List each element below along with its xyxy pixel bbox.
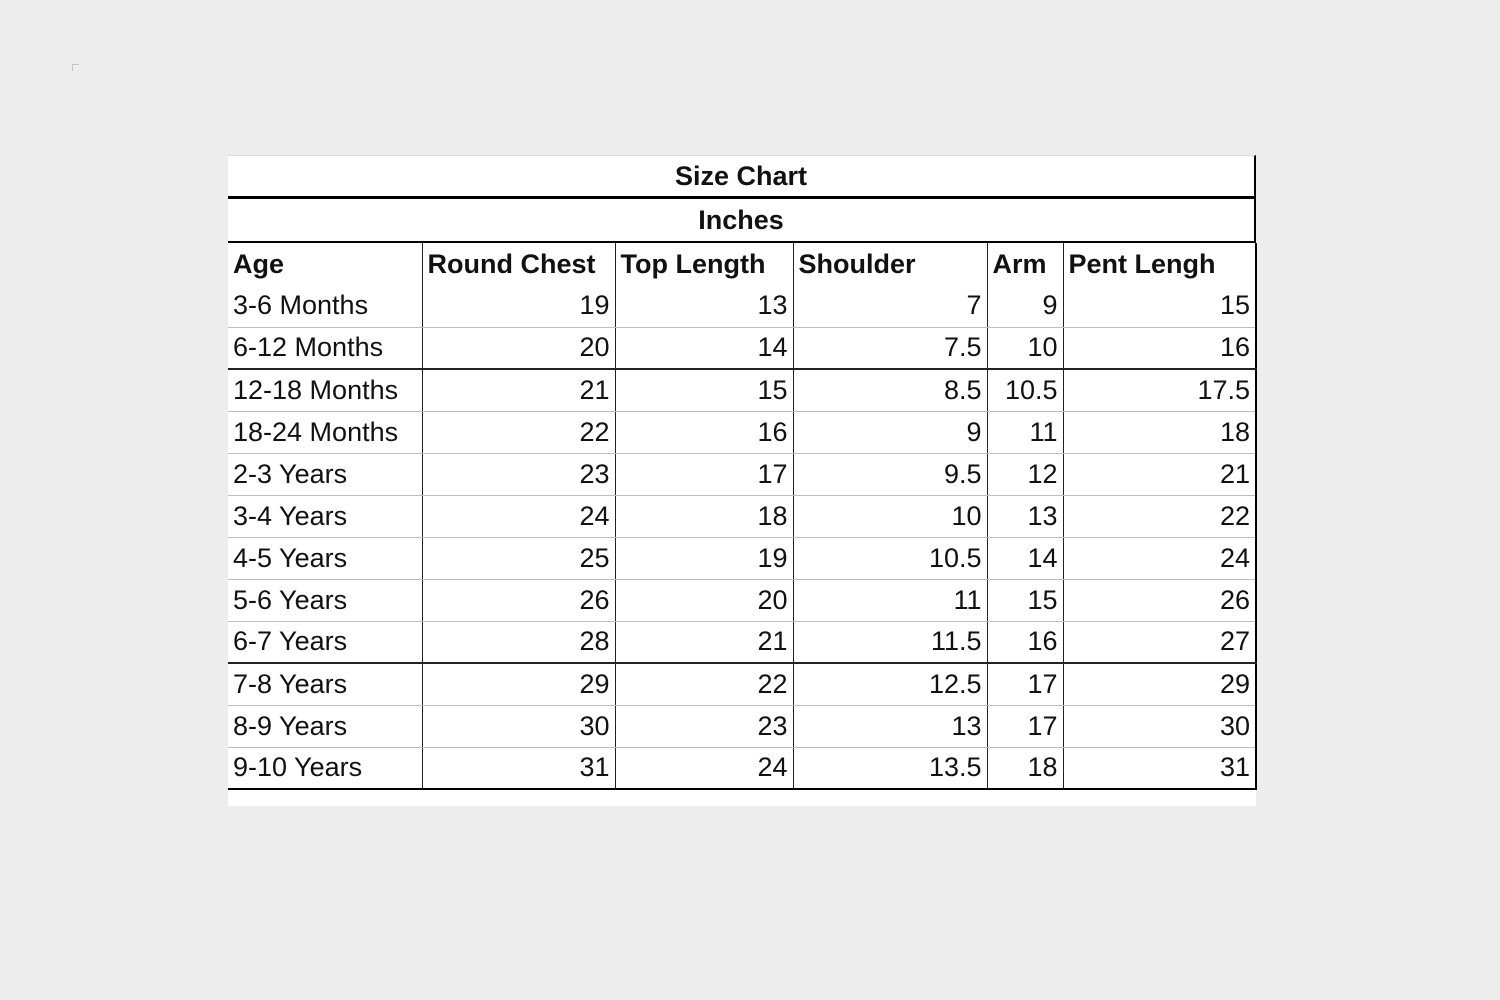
measurement-cell: 22 — [615, 663, 793, 705]
measurement-cell: 12.5 — [793, 663, 987, 705]
table-row — [228, 579, 1256, 621]
measurement-cell: 17.5 — [1063, 369, 1256, 411]
table-row — [228, 537, 1256, 579]
age-cell: 12-18 Months — [228, 369, 422, 411]
measurement-cell: 16 — [987, 621, 1063, 663]
measurement-cell: 9 — [987, 285, 1063, 327]
measurement-cell: 30 — [1063, 705, 1256, 747]
measurement-cell: 13 — [615, 285, 793, 327]
measurement-cell: 22 — [1063, 495, 1256, 537]
table-row — [228, 411, 1256, 453]
measurement-cell: 11 — [987, 411, 1063, 453]
measurement-cell: 18 — [987, 747, 1063, 789]
measurement-cell: 18 — [1063, 411, 1256, 453]
age-cell: 9-10 Years — [228, 747, 422, 789]
table-row — [228, 663, 1256, 705]
measurement-cell: 15 — [1063, 285, 1256, 327]
size-chart-sheet — [228, 155, 1256, 806]
table-row — [228, 285, 1256, 327]
measurement-cell: 10 — [987, 327, 1063, 369]
measurement-cell: 11.5 — [793, 621, 987, 663]
measurement-cell: 16 — [1063, 327, 1256, 369]
chart-title: Size Chart — [228, 155, 1256, 199]
measurement-cell: 19 — [422, 285, 615, 327]
corner-mark — [72, 64, 79, 71]
measurement-cell: 24 — [615, 747, 793, 789]
measurement-cell: 20 — [615, 579, 793, 621]
age-cell: 5-6 Years — [228, 579, 422, 621]
measurement-cell: 24 — [1063, 537, 1256, 579]
measurement-cell: 25 — [422, 537, 615, 579]
column-header-age: Age — [228, 243, 422, 285]
measurement-cell: 27 — [1063, 621, 1256, 663]
column-header-pent-length: Pent Lengh — [1063, 243, 1256, 285]
table-row — [228, 495, 1256, 537]
measurement-cell: 31 — [422, 747, 615, 789]
column-header-arm: Arm — [987, 243, 1063, 285]
table-row — [228, 327, 1256, 369]
measurement-cell: 31 — [1063, 747, 1256, 789]
age-cell: 3-4 Years — [228, 495, 422, 537]
age-cell: 18-24 Months — [228, 411, 422, 453]
measurement-cell: 13 — [793, 705, 987, 747]
measurement-cell: 8.5 — [793, 369, 987, 411]
measurement-cell: 7.5 — [793, 327, 987, 369]
measurement-cell: 16 — [615, 411, 793, 453]
measurement-cell: 10.5 — [987, 369, 1063, 411]
measurement-cell: 26 — [422, 579, 615, 621]
age-cell: 4-5 Years — [228, 537, 422, 579]
measurement-cell: 14 — [987, 537, 1063, 579]
column-header-top-length: Top Length — [615, 243, 793, 285]
measurement-cell: 26 — [1063, 579, 1256, 621]
header-row — [228, 243, 1256, 285]
measurement-cell: 14 — [615, 327, 793, 369]
measurement-cell: 24 — [422, 495, 615, 537]
unit-label: Inches — [228, 199, 1256, 243]
measurement-cell: 29 — [422, 663, 615, 705]
age-cell: 2-3 Years — [228, 453, 422, 495]
measurement-cell: 21 — [422, 369, 615, 411]
measurement-cell: 20 — [422, 327, 615, 369]
measurement-cell: 12 — [987, 453, 1063, 495]
measurement-cell: 15 — [615, 369, 793, 411]
column-header-round-chest: Round Chest — [422, 243, 615, 285]
measurement-cell: 9 — [793, 411, 987, 453]
measurement-cell: 23 — [615, 705, 793, 747]
measurement-cell: 13 — [987, 495, 1063, 537]
table-body — [228, 285, 1256, 789]
measurement-cell: 7 — [793, 285, 987, 327]
age-cell: 7-8 Years — [228, 663, 422, 705]
column-header-shoulder: Shoulder — [793, 243, 987, 285]
measurement-cell: 28 — [422, 621, 615, 663]
table-row — [228, 705, 1256, 747]
measurement-cell: 30 — [422, 705, 615, 747]
table-row — [228, 621, 1256, 663]
measurement-cell: 17 — [987, 663, 1063, 705]
measurement-cell: 9.5 — [793, 453, 987, 495]
table-row — [228, 369, 1256, 411]
measurement-cell: 22 — [422, 411, 615, 453]
measurement-cell: 10.5 — [793, 537, 987, 579]
size-table — [228, 243, 1257, 790]
age-cell: 8-9 Years — [228, 705, 422, 747]
table-row — [228, 453, 1256, 495]
measurement-cell: 21 — [1063, 453, 1256, 495]
measurement-cell: 21 — [615, 621, 793, 663]
measurement-cell: 15 — [987, 579, 1063, 621]
table-row — [228, 747, 1256, 789]
age-cell: 6-7 Years — [228, 621, 422, 663]
measurement-cell: 23 — [422, 453, 615, 495]
age-cell: 3-6 Months — [228, 285, 422, 327]
measurement-cell: 19 — [615, 537, 793, 579]
measurement-cell: 17 — [615, 453, 793, 495]
measurement-cell: 29 — [1063, 663, 1256, 705]
measurement-cell: 18 — [615, 495, 793, 537]
age-cell: 6-12 Months — [228, 327, 422, 369]
measurement-cell: 17 — [987, 705, 1063, 747]
measurement-cell: 13.5 — [793, 747, 987, 789]
measurement-cell: 10 — [793, 495, 987, 537]
measurement-cell: 11 — [793, 579, 987, 621]
